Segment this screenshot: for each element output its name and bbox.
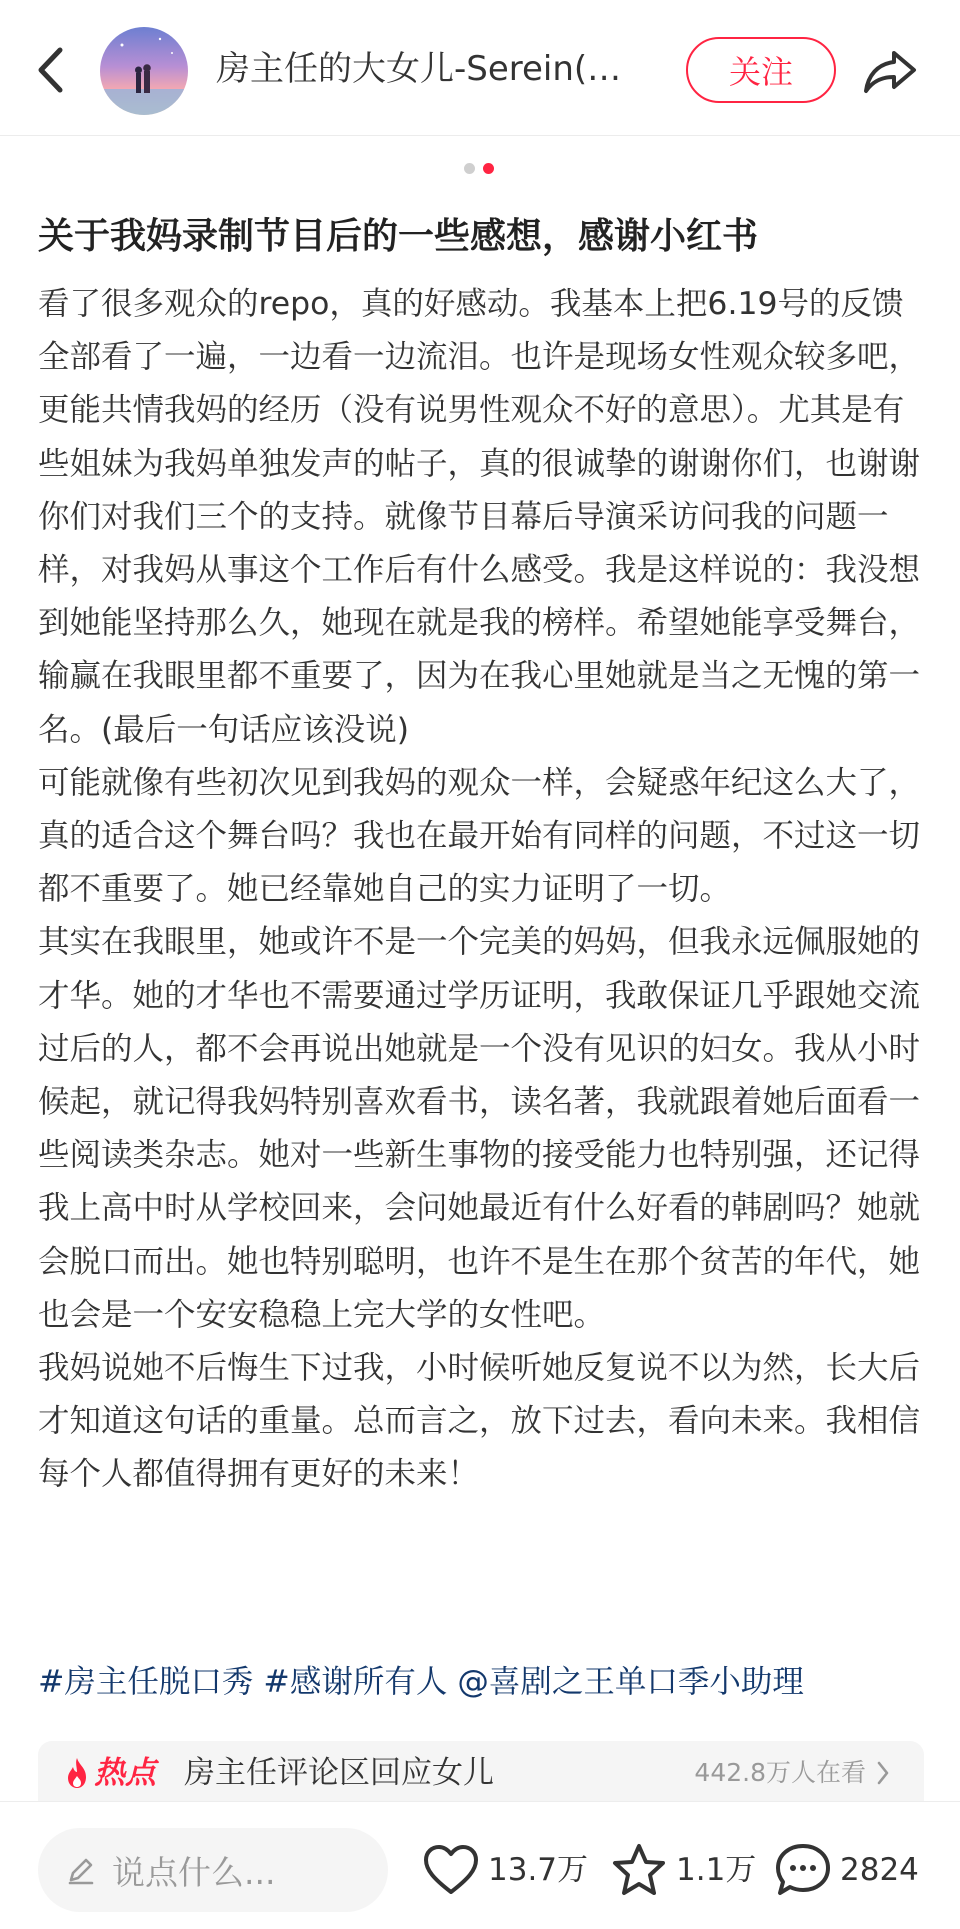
post-paragraph: 我妈说她不后悔生下过我，小时候听她反复说不以为然，长大后才知道这句话的重量。总而言之，放下过去，看向未来。我相信每个人都值得拥有更好的未来！ (38, 1350, 921, 1493)
hashtag-link[interactable]: #房主任脱口秀 (38, 1664, 254, 1700)
comment-placeholder: 说点什么... (112, 1852, 276, 1892)
share-icon (862, 48, 918, 96)
post-body (38, 278, 930, 1502)
hot-topic-viewers: 442.8万人在看 (694, 1758, 866, 1787)
post-title: 关于我妈录制节目后的一些感想，感谢小红书 (38, 216, 759, 257)
post-paragraph: 可能就像有些初次见到我妈的观众一样，会疑惑年纪这么大了，真的适合这个舞台吗？我也在最开始有同样的问题，不过这一切都不重要了。她已经靠她自己的实力证明了一切。 (38, 764, 921, 908)
comment-input[interactable] (38, 1828, 388, 1912)
author-avatar[interactable] (100, 27, 188, 115)
carousel-dot[interactable] (464, 163, 475, 174)
bottom-action-bar (0, 1801, 960, 1929)
hot-topic-title: 房主任评论区回应女儿 (184, 1755, 494, 1791)
author-name[interactable]: 房主任的大女儿-Serein(… (216, 49, 622, 89)
back-button[interactable] (28, 44, 72, 96)
follow-button[interactable]: 关注 (686, 37, 836, 103)
share-button[interactable] (860, 46, 920, 98)
heart-icon (422, 1844, 480, 1896)
pencil-icon (66, 1855, 96, 1885)
post-paragraph: 看了很多观众的repo，真的好感动。我基本上把6.19号的反馈全部看了一遍，一边看一边流泪。也许是现场女性观众较多吧，更能共情我妈的经历（没有说男性观众不好的意思）。尤其是有些姐妹为我妈单独发声的帖子，真的很诚挚的谢谢你们，也谢谢你们对我们三个的支持。就像节目幕后导演采访问我的问题一样，对我妈从事这个工作后有什么感受。我是这样说的：我没想到她能坚持那么久，她现在就是我的榜样。希望她能享受舞台，输赢在我眼里都不重要了，因为在我心里她就是当之无愧的第一名。(最后一句话应该没说) (38, 286, 921, 748)
like-count: 13.7万 (488, 1852, 589, 1888)
post-paragraph: 其实在我眼里，她或许不是一个完美的妈妈，但我永远佩服她的才华。她的才华也不需要通过学历证明，我敢保证几乎跟她交流过后的人，都不会再说出她就是一个没有见识的妇女。我从小时候起，就记得我妈特别喜欢看书，读名著，我就跟着她后面看一些阅读类杂志。她对一些新生事物的接受能力也特别强，还记得我上高中时从学校回来，会问她最近有什么好看的韩剧吗？她就会脱口而出。她也特别聪明，也许不是生在那个贫苦的年代，她也会是一个安安稳稳上完大学的女性吧。 (38, 924, 921, 1333)
comment-bubble-icon (774, 1842, 832, 1898)
carousel-dot-active[interactable] (483, 163, 494, 174)
like-button[interactable] (422, 1842, 588, 1898)
chevron-right-icon (876, 1759, 890, 1787)
comment-count: 2824 (840, 1852, 919, 1888)
hashtag-link[interactable]: #感谢所有人 (263, 1664, 448, 1700)
star-icon (610, 1842, 668, 1898)
hot-label: 热点 (94, 1755, 156, 1791)
comment-button[interactable] (774, 1842, 919, 1898)
chevron-left-icon (36, 46, 64, 94)
hot-badge (64, 1753, 156, 1793)
hot-topic-card[interactable] (38, 1741, 924, 1801)
flame-icon (64, 1756, 90, 1790)
hashtag-row (38, 1655, 930, 1709)
image-carousel-indicator (464, 163, 494, 174)
top-nav-bar (0, 0, 960, 136)
collect-button[interactable] (610, 1842, 756, 1898)
collect-count: 1.1万 (676, 1852, 757, 1888)
mention-link[interactable]: @喜剧之王单口季小助理 (457, 1664, 804, 1700)
